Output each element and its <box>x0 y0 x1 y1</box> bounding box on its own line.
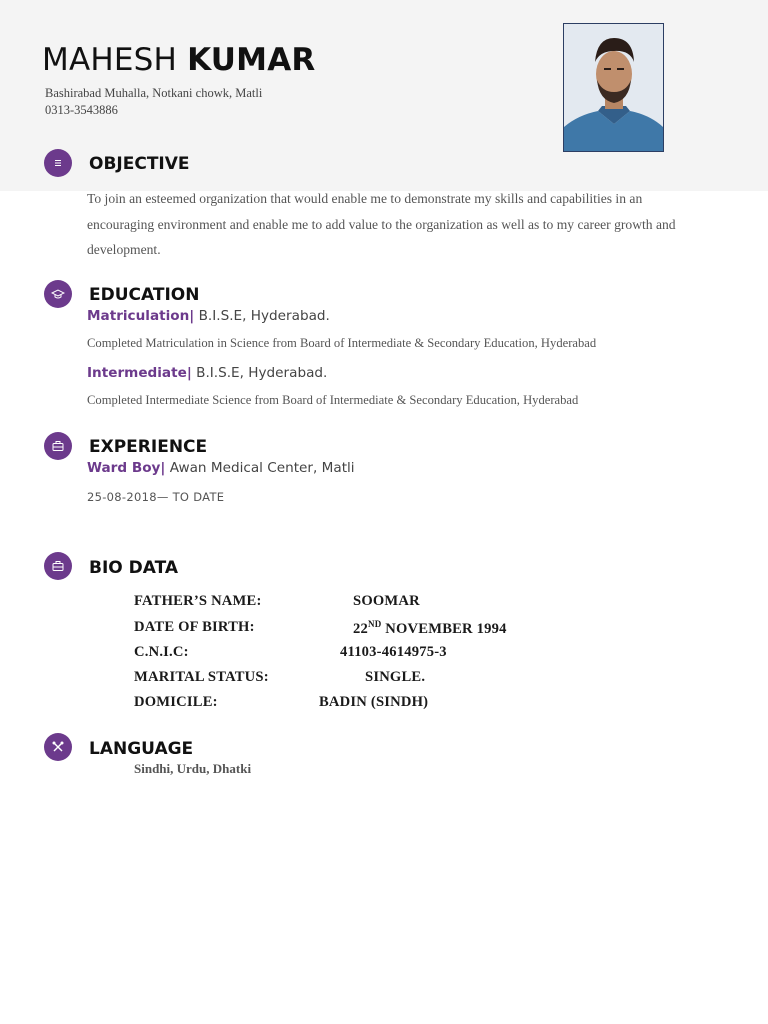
bio-label-marital-status: MARITAL STATUS: <box>134 669 269 685</box>
first-name: MAHESH <box>42 42 178 78</box>
bio-value-marital-status: SINGLE. <box>365 669 426 685</box>
experience-item <box>87 460 355 476</box>
institution: B.I.S.E, Hyderabad. <box>198 308 330 324</box>
birth-day: 22 <box>353 620 368 637</box>
education-item-2-description: Completed Intermediate Science from Board of Intermediate & Secondary Education, Hyderabad <box>87 393 579 407</box>
objective-heading: OBJECTIVE <box>89 154 190 174</box>
last-name: KUMAR <box>187 42 316 78</box>
job-role: Ward Boy| <box>87 460 166 476</box>
candidate-name <box>42 42 315 78</box>
phone: 0313-3543886 <box>45 103 118 117</box>
education-heading: EDUCATION <box>89 285 200 305</box>
employer: Awan Medical Center, Matli <box>169 460 355 476</box>
experience-heading: EXPERIENCE <box>89 437 208 457</box>
experience-dates: 25-08-2018— TO DATE <box>87 490 225 504</box>
bio-value-cnic: 41103-4614975-3 <box>340 644 447 660</box>
address: Bashirabad Muhalla, Notkani chowk, Matli <box>45 86 263 100</box>
bio-value-date-of-birth <box>353 619 507 638</box>
objective-text: To join an esteemed organization that would enable me to demonstrate my skills and capabilities in an encouraging environment and enable me to add value to the organization as well as to my career growth and development. <box>87 191 676 257</box>
bio-label-domicile: DOMICILE: <box>134 694 218 710</box>
birth-month-year: NOVEMBER 1994 <box>381 620 507 637</box>
list-icon <box>44 149 72 177</box>
institution: B.I.S.E, Hyderabad. <box>196 365 328 381</box>
tools-icon <box>44 733 72 761</box>
degree-label: Matriculation| <box>87 308 195 324</box>
briefcase-icon <box>44 432 72 460</box>
bio-value-fathers-name: SOOMAR <box>353 593 420 609</box>
education-item-1-description: Completed Matriculation in Science from Board of Intermediate & Secondary Education, Hyderabad <box>87 336 597 350</box>
bio-value-domicile: BADIN (SINDH) <box>319 694 429 710</box>
education-item-1 <box>87 308 330 324</box>
education-item-2 <box>87 365 327 381</box>
language-list: Sindhi, Urdu, Dhatki <box>134 761 252 776</box>
bio-label-date-of-birth: DATE OF BIRTH: <box>134 619 255 635</box>
birth-day-suffix: ND <box>368 619 382 629</box>
bio-label-cnic: C.N.I.C: <box>134 644 189 660</box>
bio-data-heading: BIO DATA <box>89 558 179 578</box>
briefcase-icon <box>44 552 72 580</box>
degree-label: Intermediate| <box>87 365 192 381</box>
language-heading: LANGUAGE <box>89 739 194 759</box>
bio-label-fathers-name: FATHER’S NAME: <box>134 593 262 609</box>
graduation-cap-icon <box>44 280 72 308</box>
profile-photo <box>563 23 664 152</box>
